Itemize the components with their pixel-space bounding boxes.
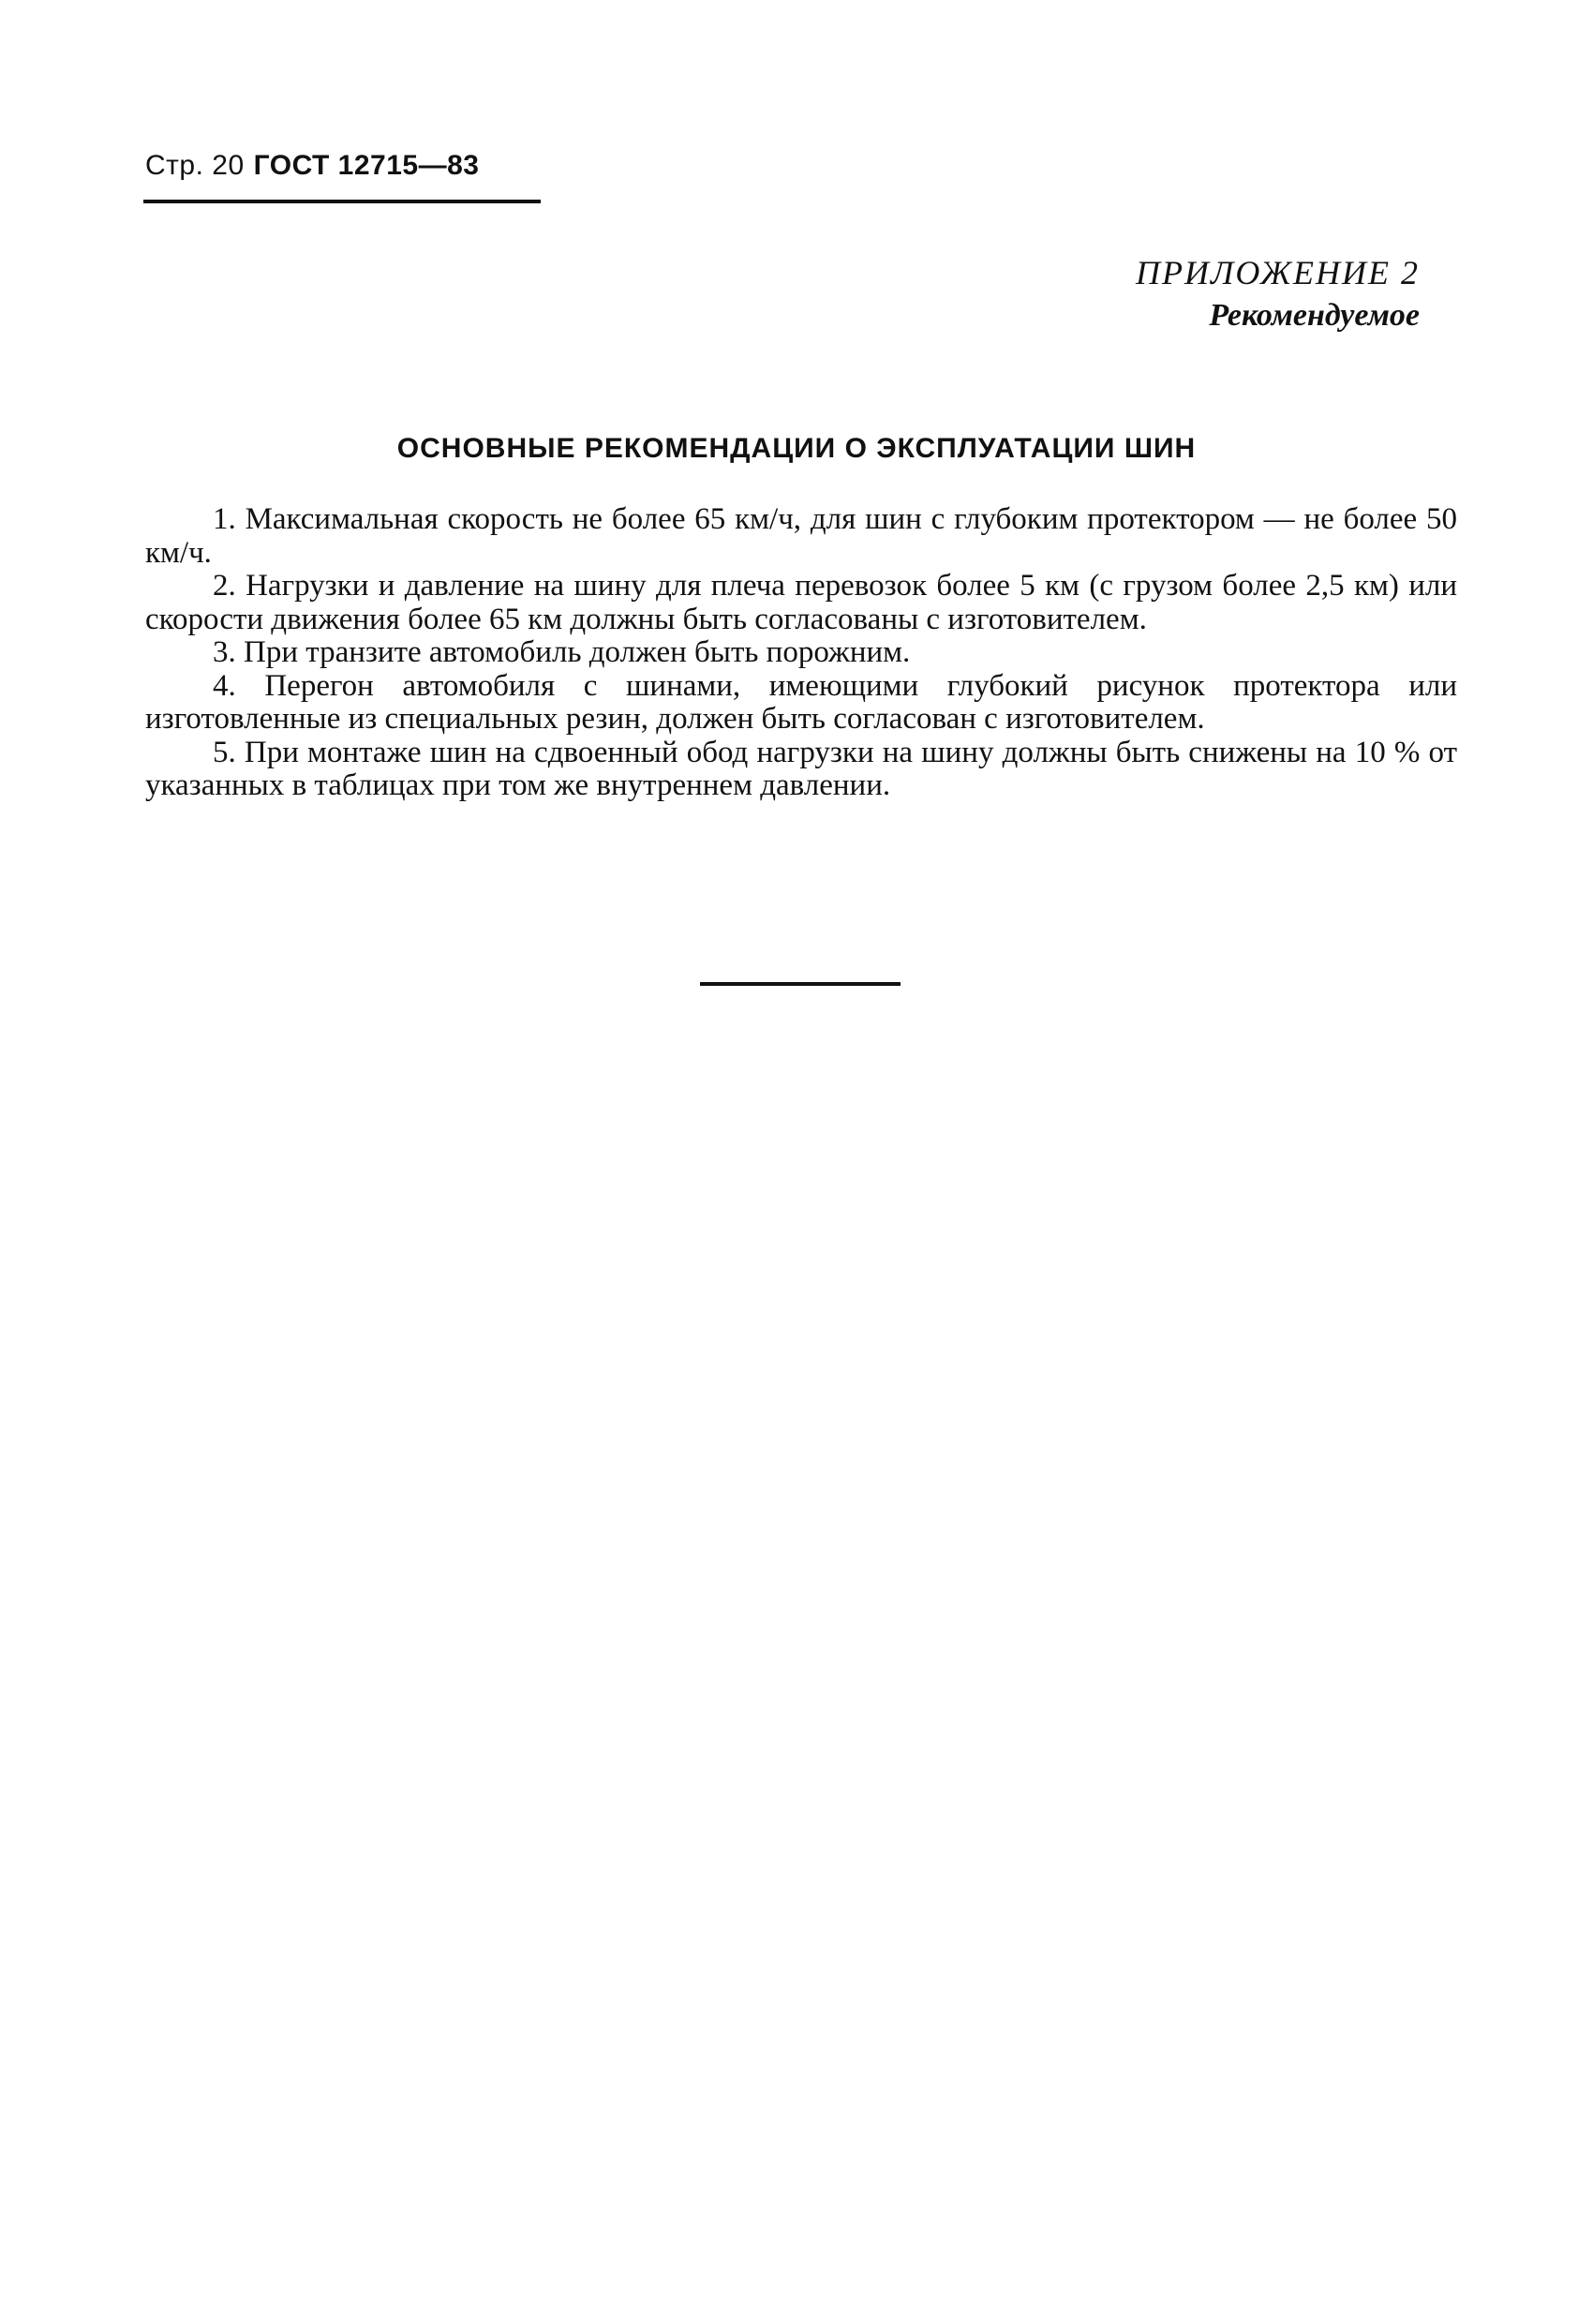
page-number: Стр. 20	[145, 150, 245, 181]
end-rule	[700, 982, 901, 986]
section-title: ОСНОВНЫЕ РЕКОМЕНДАЦИИ О ЭКСПЛУАТАЦИИ ШИН	[396, 433, 1197, 464]
appendix-title: ПРИЛОЖЕНИЕ 2	[1136, 254, 1420, 291]
appendix-label	[1136, 251, 1420, 337]
running-header	[145, 150, 479, 182]
recommendation-item: 2. Нагрузки и давление на шину для плеча перевозок более 5 км (с грузом более 2,5 км) или скорости движения более 65 км должны быть согласованы с изготовителем.	[145, 569, 1457, 636]
standard-id: ГОСТ 12715—83	[253, 150, 480, 181]
recommendations-list	[145, 503, 1457, 803]
appendix-status: Рекомендуемое	[1209, 298, 1420, 333]
recommendation-item: 1. Максимальная скорость не более 65 км/ч, для шин с глубоким протектором — не более 50 км/ч.	[145, 502, 1457, 570]
recommendation-item: 3. При транзите автомобиль должен быть порожним.	[213, 635, 911, 669]
header-rule	[143, 200, 541, 203]
recommendation-item: 4. Перегон автомобиля с шинами, имеющими глубокий рисунок протектора или изготовленные из специальных резин, должен быть согласован с изготовителем.	[145, 668, 1457, 736]
recommendation-item: 5. При монтаже шин на сдвоенный обод нагрузки на шину должны быть снижены на 10 % от указанных в таблицах при том же внутреннем давлении.	[145, 735, 1457, 802]
